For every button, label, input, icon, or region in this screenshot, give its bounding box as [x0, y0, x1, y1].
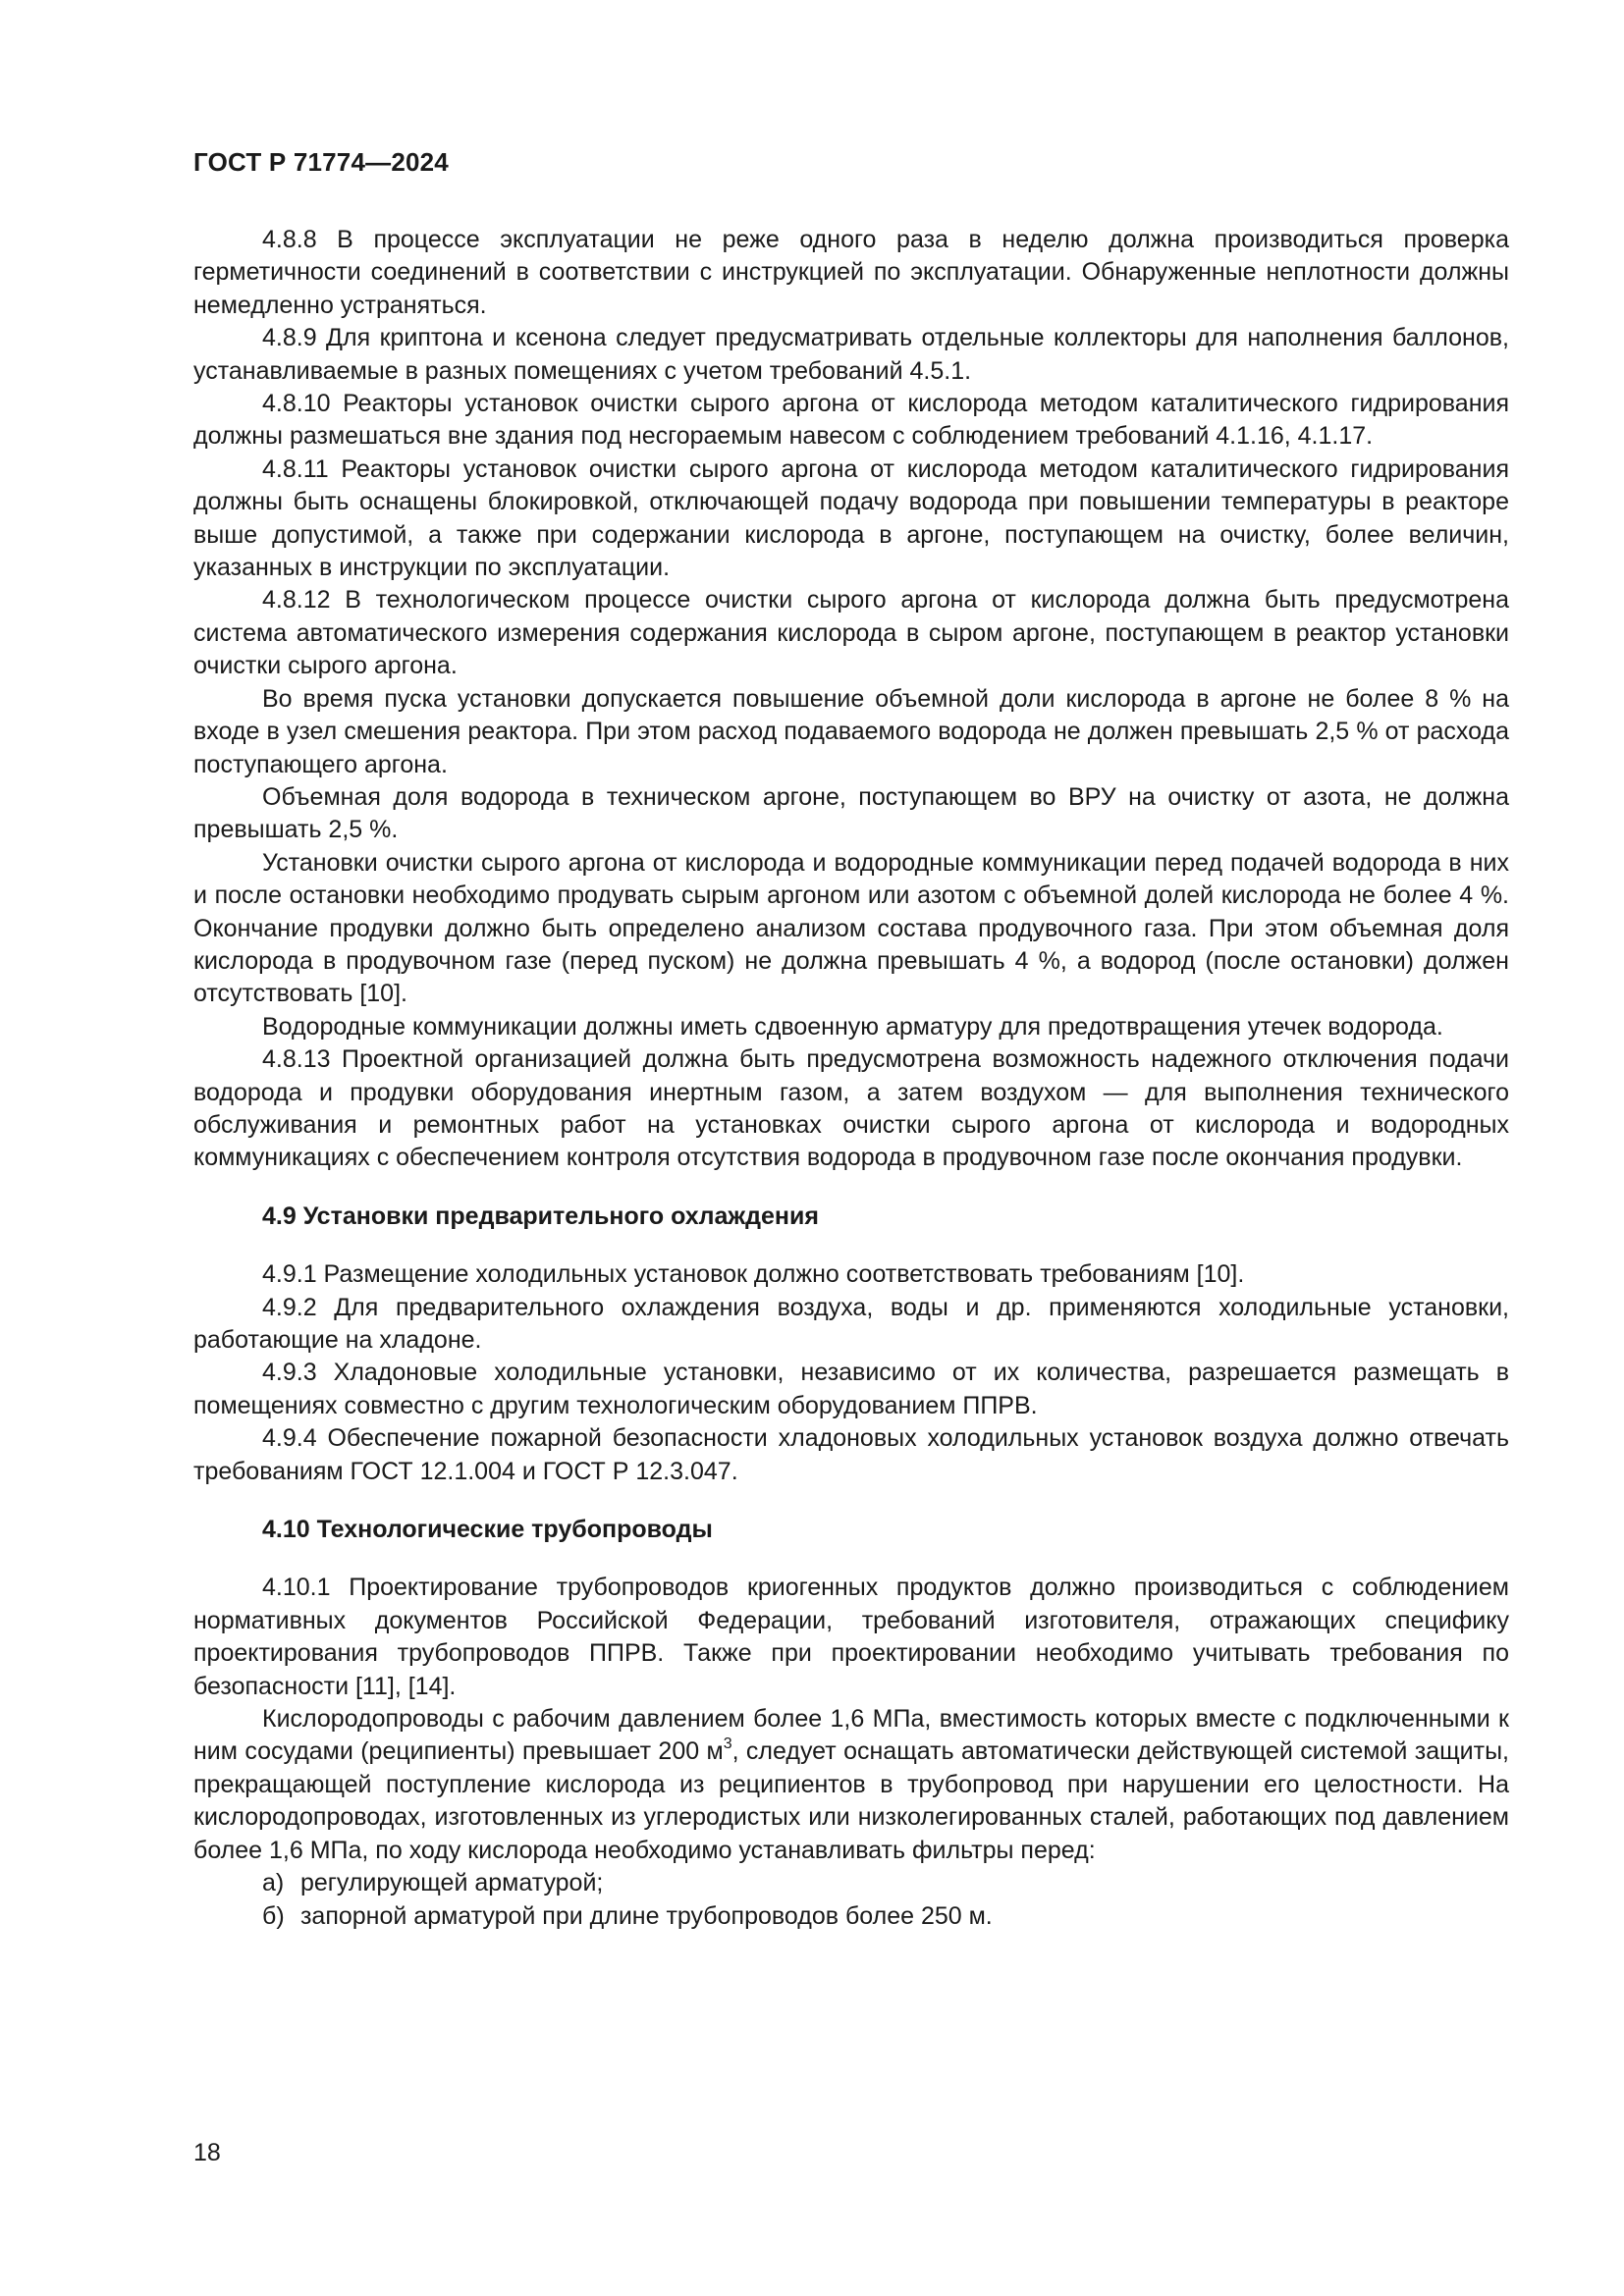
paragraph-4-10-1: 4.10.1 Проектирование трубопроводов криогенных продуктов должно производиться с соблюдением нормативных документов Российской Федерации, требований изготовителя, отражающих специфику проектирования трубопроводов ППРВ. Также при проектировании необходимо учитывать требования по безопасности [11], [14]. [193, 1574, 1509, 1700]
paragraph-4-9-4: 4.9.4 Обеспечение пожарной безопасности хладоновых холодильных установок воздуха должно отвечать требованиям ГОСТ 12.1.004 и ГОСТ Р 12.3.047. [193, 1424, 1509, 1485]
paragraph-valves: Водородные коммуникации должны иметь сдвоенную арматуру для предотвращения утечек водорода. [262, 1012, 1443, 1041]
superscript-cubic: 3 [723, 1735, 732, 1753]
page-number: 18 [193, 2139, 221, 2166]
list-item-text: запорной арматурой при длине трубопроводов более 250 м. [299, 1901, 993, 1930]
oxygen-text-post: , следует оснащать автоматически действующей системой защиты, прекращающей поступление кислорода из реципиентов в трубопровод при нарушении его целостности. На кислородопроводах, изготовленных из углеродистых или низколегированных сталей, работающих под давлением более 1,6 МПа, по ходу кислорода необходимо устанавливать фильтры перед: [193, 1737, 1509, 1864]
list-item [193, 1867, 1509, 1899]
section-heading-4-9: 4.9 Установки предварительного охлаждения [262, 1201, 819, 1230]
list-marker: а) [262, 1869, 285, 1897]
paragraph-purge: Установки очистки сырого аргона от кислорода и водородные коммуникации перед подачей водорода в них и после остановки необходимо продувать сырым аргоном или азотом с объемной долей кислорода не более 4 %. Окончание продувки должно быть определено анализом состава продувочного газа. При этом объемная доля кислорода в продувочном газе (перед пуском) не должна превышать 4 %, а водород (после остановки) должен отсутствовать [10]. [193, 848, 1509, 1008]
paragraph-startup: Во время пуска установки допускается повышение объемной доли кислорода в аргоне не более 8 % на входе в узел смешения реактора. При этом расход подаваемого водорода не должен превышать 2,5 % от расхода поступающего аргона. [193, 684, 1509, 778]
paragraph-hydrogen-fraction: Объемная доля водорода в техническом аргоне, поступающем во ВРУ на очистку от азота, не должна превышать 2,5 %. [193, 782, 1509, 844]
paragraph-4-8-8: 4.8.8 В процессе эксплуатации не реже одного раза в неделю должна производиться проверка герметичности соединений в соответствии с инструкцией по эксплуатации. Обнаруженные неплотности должны немедленно устраняться. [193, 226, 1509, 319]
document-body [193, 224, 1509, 1933]
paragraph-4-8-13: 4.8.13 Проектной организацией должна быть предусмотрена возможность надежного отключения подачи водорода и продувки оборудования инертным газом, а затем воздухом — для выполнения технического обслуживания и ремонтных работ на установках очистки сырого аргона от кислорода и водородных коммуникациях с обеспечением контроля отсутствия водорода в продувочном газе после окончания продувки. [193, 1045, 1509, 1172]
list-item-text: регулирующей арматурой; [299, 1869, 604, 1897]
paragraph-oxygen-pipelines [193, 1703, 1509, 1867]
list-marker: б) [262, 1901, 285, 1930]
paragraph-4-9-3: 4.9.3 Хладоновые холодильные установки, независимо от их количества, разрешается размещать в помещениях совместно с другим технологическим оборудованием ППРВ. [193, 1359, 1509, 1419]
paragraph-4-8-9: 4.8.9 Для криптона и ксенона следует предусматривать отдельные коллекторы для наполнения баллонов, устанавливаемые в разных помещениях с учетом требований 4.5.1. [193, 324, 1509, 385]
paragraph-4-8-12: 4.8.12 В технологическом процессе очистки сырого аргона от кислорода должна быть предусмотрена система автоматического измерения содержания кислорода в сыром аргоне, поступающем в реактор установки очистки сырого аргона. [193, 586, 1509, 680]
paragraph-4-9-1: 4.9.1 Размещение холодильных установок должно соответствовать требованиям [10]. [262, 1260, 1245, 1289]
paragraph-4-9-2: 4.9.2 Для предварительного охлаждения воздуха, воды и др. применяются холодильные установки, работающие на хладоне. [193, 1293, 1509, 1354]
section-heading-4-10: 4.10 Технологические трубопроводы [262, 1516, 713, 1544]
paragraph-4-8-11: 4.8.11 Реакторы установок очистки сырого аргона от кислорода методом каталитического гидрирования должны быть оснащены блокировкой, отключающей подачу водорода при повышении температуры в реакторе выше допустимой, а также при содержании кислорода в аргоне, поступающем на очистку, более величин, указанных в инструкции по эксплуатации. [193, 454, 1509, 582]
paragraph-4-8-10: 4.8.10 Реакторы установок очистки сырого аргона от кислорода методом каталитического гидрирования должны размешаться вне здания под несгораемым навесом с соблюдением требований 4.1.16, 4.1.17. [193, 390, 1509, 451]
document-header: ГОСТ Р 71774—2024 [193, 147, 449, 177]
list-item [193, 1900, 1509, 1933]
oxygen-text-pre: Кислородопроводы с рабочим давлением более 1,6 МПа, вместимость которых вместе с подключенными к ним сосудами (реципиенты) превышает 200 м [193, 1705, 1509, 1766]
